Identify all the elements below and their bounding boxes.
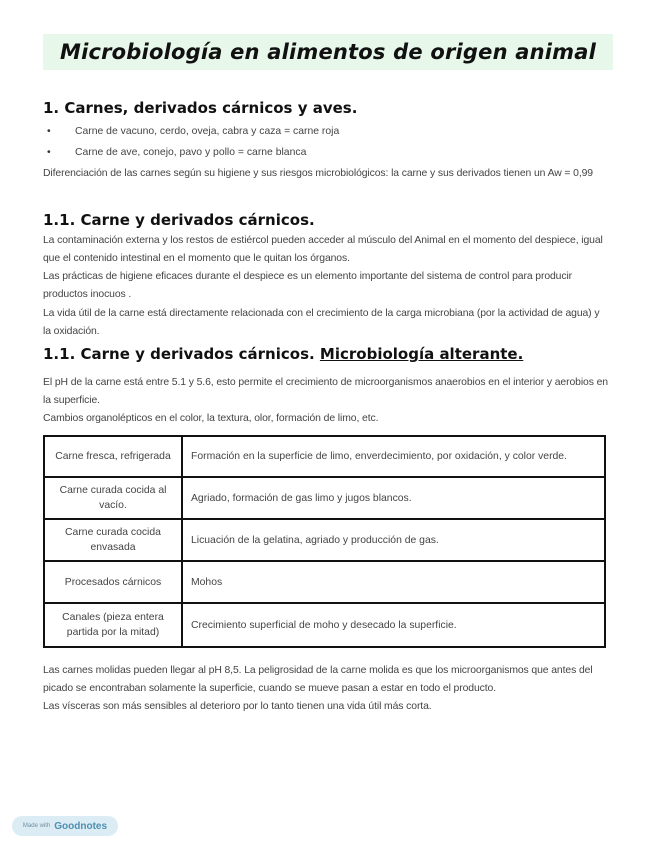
page-title: Microbiología en alimentos de origen animal (59, 40, 597, 64)
paragraph: Diferenciación de las carnes según su higiene y sus riesgos microbiológicos: la carne y sus derivados tienen un Aw = 0,99 (43, 168, 593, 179)
paragraph: Las carnes molidas pueden llegar al pH 8,5. La peligrosidad de la carne molida es que los microorganismos que antes del picado se encontraban solamente la superficie, cuando se mueve pasan a estar en todo el producto. (43, 665, 593, 694)
table-row (44, 477, 605, 519)
goodnotes-logo-text: Goodnotes (54, 820, 108, 832)
product-cell: Canales (pieza entera partida por la mitad) (44, 603, 182, 647)
list-item: • Carne de vacuno, cerdo, oveja, cabra y caza = carne roja (43, 121, 339, 142)
change-cell: Agriado, formación de gas limo y jugos blancos. (182, 477, 605, 519)
product-cell: Carne fresca, refrigerada (44, 436, 182, 477)
list-item: • Carne de ave, conejo, pavo y pollo = carne blanca (43, 142, 339, 163)
spoilage-table (43, 435, 606, 648)
section-heading-alterante (43, 345, 523, 363)
product-cell: Carne curada cocida al vacío. (44, 477, 182, 519)
table-row (44, 436, 605, 477)
product-cell: Procesados cárnicos (44, 561, 182, 603)
paragraph: Las vísceras son más sensibles al deterioro por lo tanto tienen una vida útil más corta. (43, 701, 432, 712)
title-banner (43, 34, 613, 70)
table-row (44, 603, 605, 647)
table-row (44, 561, 605, 603)
section-heading-carnes: 1. Carnes, derivados cárnicos y aves. (43, 99, 358, 117)
change-cell: Formación en la superficie de limo, enverdecimiento, por oxidación, y color verde. (182, 436, 605, 477)
change-cell: Crecimiento superficial de moho y desecado la superficie. (182, 603, 605, 647)
made-with-goodnotes-badge[interactable] (12, 816, 118, 836)
heading-underlined: Microbiología alterante. (319, 345, 524, 363)
table-row (44, 519, 605, 561)
meat-types-list (43, 121, 339, 163)
paragraph: La vida útil de la carne está directamente relacionada con el crecimiento de la carga microbiana (por la actividad de agua) y la oxidación. (43, 308, 600, 337)
paragraph: Las prácticas de higiene eficaces durante el despiece es un elemento importante del sistema de control para producir productos inocuos . (43, 271, 573, 300)
product-cell: Carne curada cocida envasada (44, 519, 182, 561)
section-heading-derivados: 1.1. Carne y derivados cárnicos. (43, 211, 315, 229)
paragraph: Cambios organolépticos en el color, la textura, olor, formación de limo, etc. (43, 413, 379, 424)
paragraph: La contaminación externa y los restos de estiércol pueden acceder al músculo del Animal en el momento del despiece, igual que el contenido intestinal en el momento que le quitan los órganos. (43, 235, 603, 264)
change-cell: Licuación de la gelatina, agriado y producción de gas. (182, 519, 605, 561)
made-with-label: Made with (22, 823, 51, 829)
change-cell: Mohos (182, 561, 605, 603)
paragraph: El pH de la carne está entre 5.1 y 5.6, esto permite el crecimiento de microorganismos anaerobios en el interior y aerobios en la superficie. (43, 377, 608, 406)
heading-main: 1.1. Carne y derivados cárnicos. (43, 345, 320, 363)
